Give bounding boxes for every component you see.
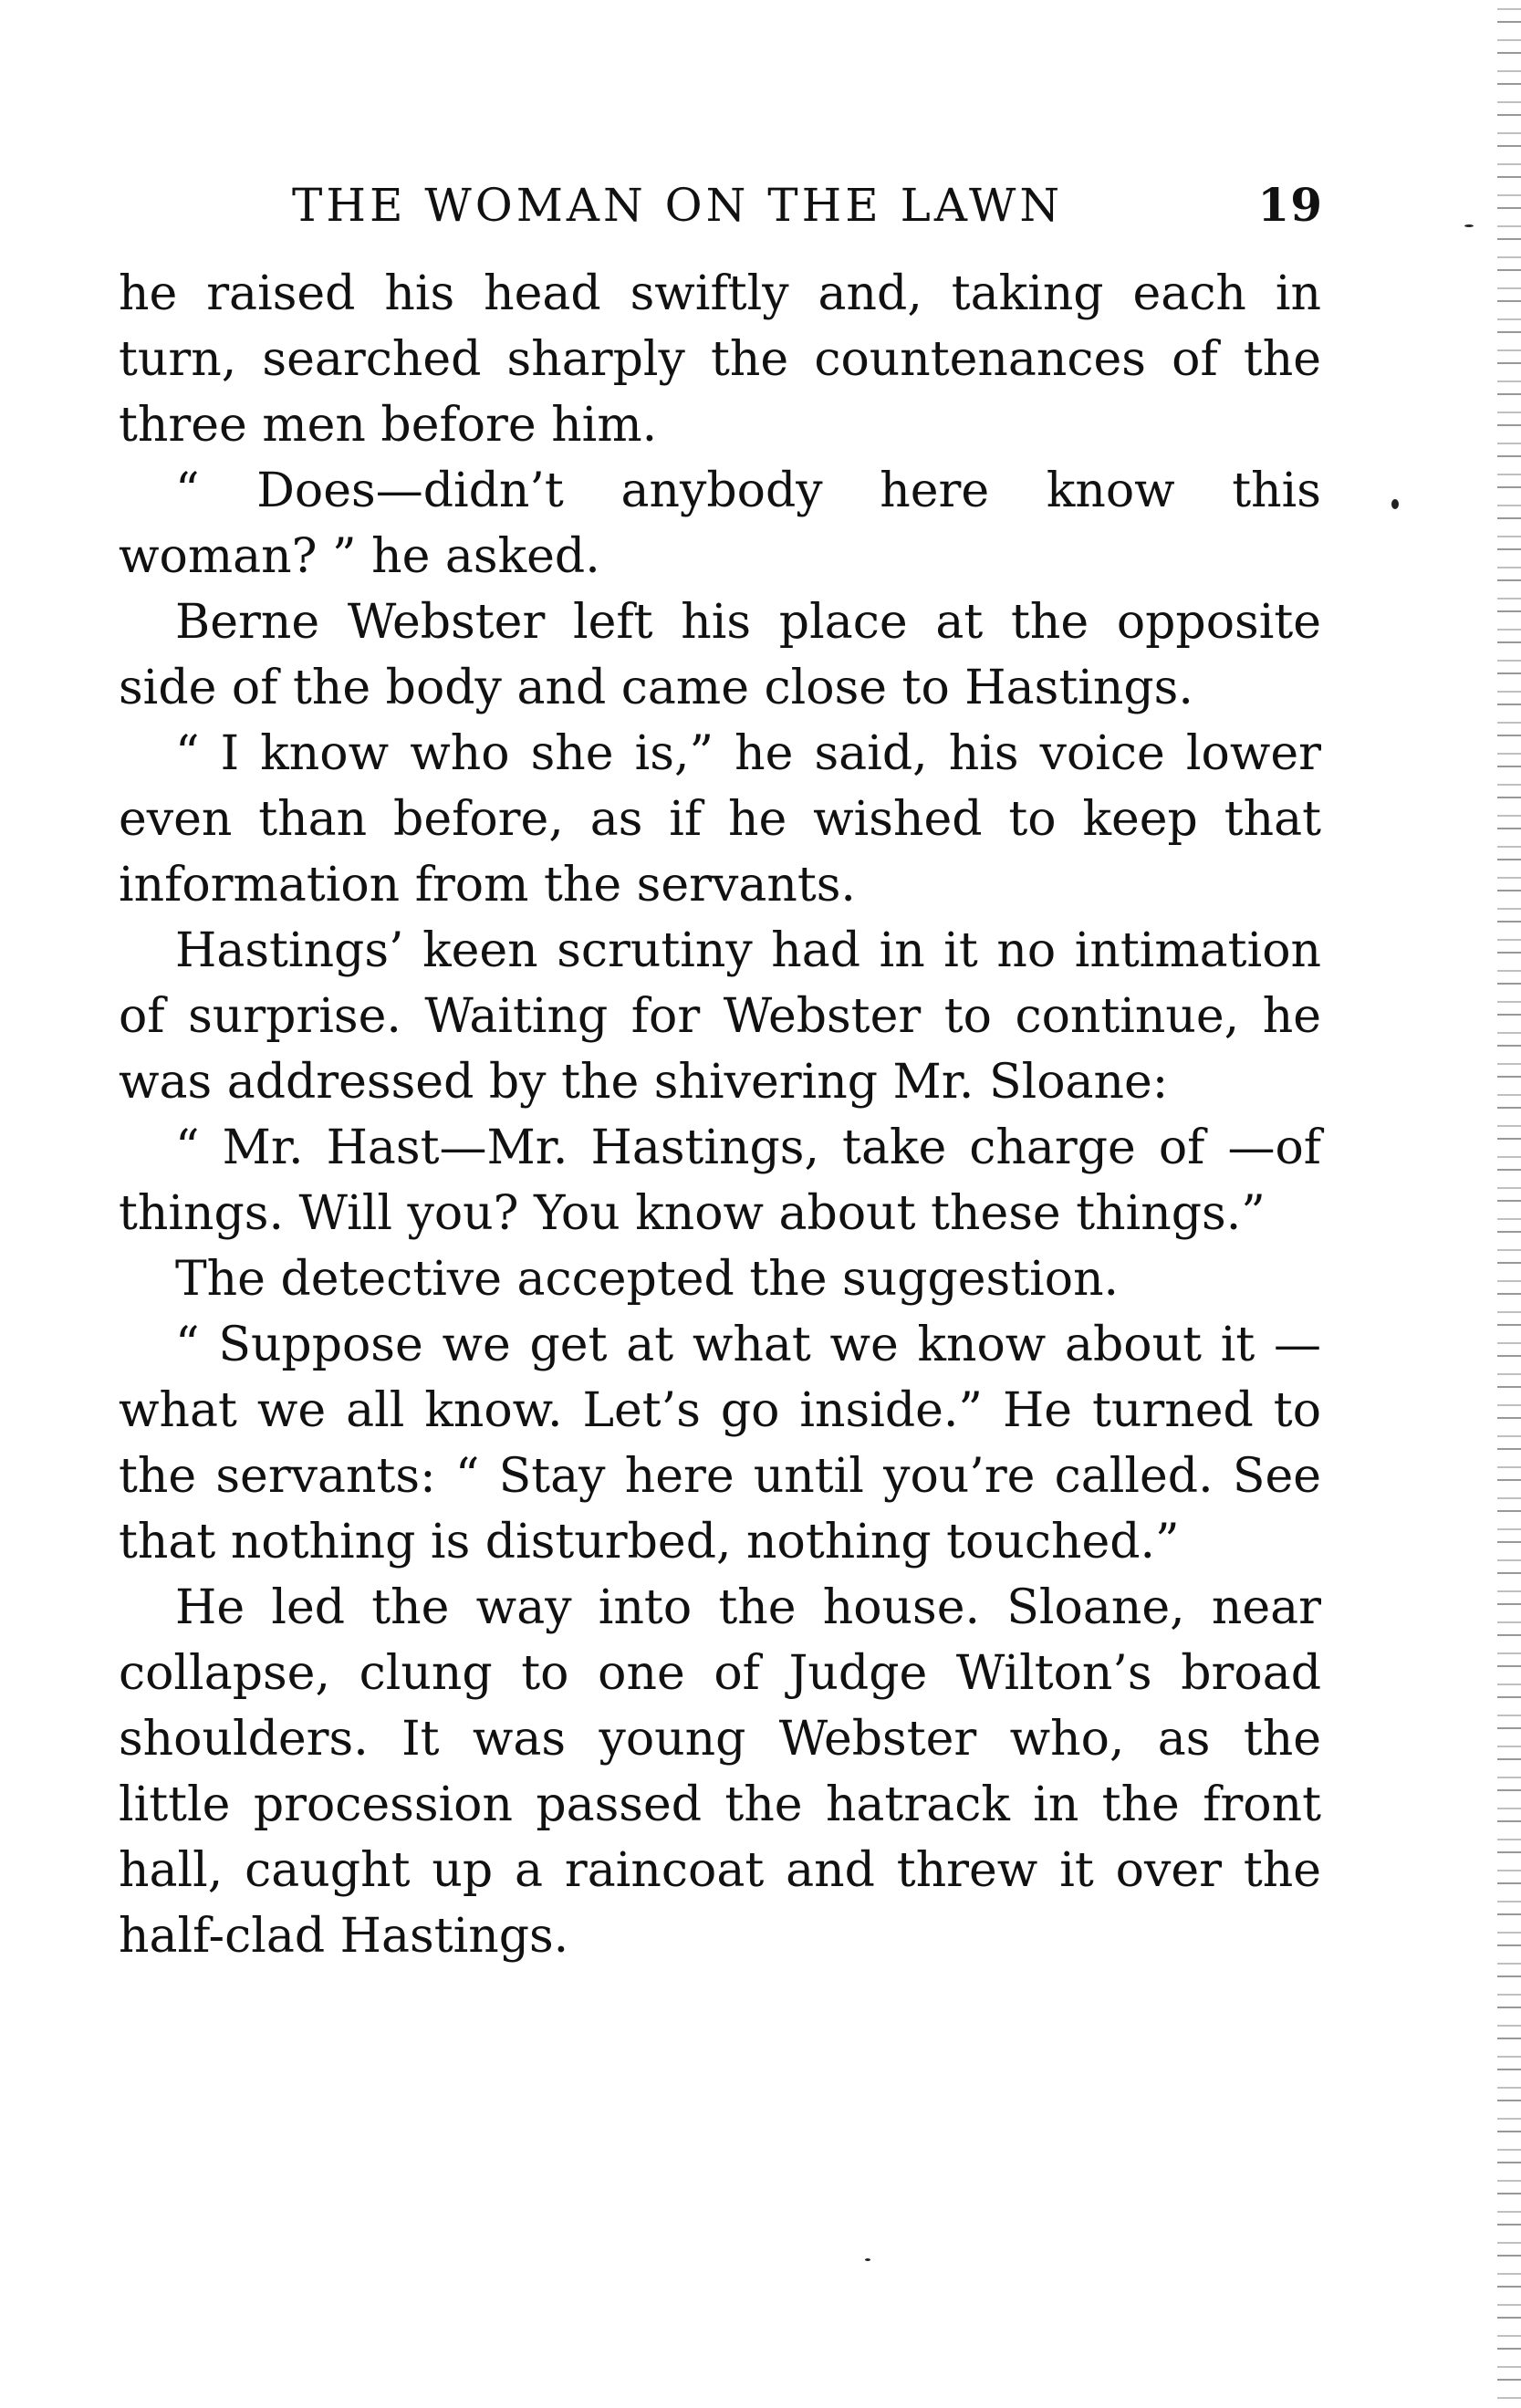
paragraph: “ Suppose we get at what we know about it —what we all know. Let’s go inside.” He turned to the servants: “ Stay here until you’re called. See that nothing is disturbed, nothing touched.” xyxy=(119,1318,1321,1569)
paragraph: Hastings’ keen scrutiny had in it no intimation of surprise. Waiting for Webster to continue, he was addressed by the shivering Mr. Sloane: xyxy=(119,923,1321,1110)
body-text xyxy=(119,261,1321,1969)
paragraph: Berne Webster left his place at the opposite side of the body and came close to Hastings. xyxy=(119,595,1321,715)
ink-speck xyxy=(865,2258,870,2261)
paragraph-continued: he raised his head swiftly and, taking each in turn, searched sharply the countenances of the three men before him. xyxy=(119,266,1321,453)
paragraph: “ I know who she is,” he said, his voice lower even than before, as if he wished to keep that information from the servants. xyxy=(119,726,1321,912)
paragraph: “ Mr. Hast—Mr. Hastings, take charge of —of things. Will you? You know about these things.” xyxy=(119,1121,1321,1241)
running-title: THE WOMAN ON THE LAWN xyxy=(292,179,1064,232)
paragraph: He led the way into the house. Sloane, near collapse, clung to one of Judge Wilton’s broad shoulders. It was young Webster who, as the little procession passed the hatrack in the front hall, caught up a raincoat and threw it over the half-clad Hastings. xyxy=(119,1580,1321,1964)
ink-speck xyxy=(1464,224,1474,227)
paragraph: The detective accepted the suggestion. xyxy=(175,1252,1120,1307)
paragraph: “ Does—didn’t anybody here know this woman? ” he asked. xyxy=(119,464,1321,584)
ink-speck xyxy=(1391,499,1399,509)
page-number: 19 xyxy=(1257,178,1323,232)
scanned-page-edge xyxy=(1497,0,1521,2408)
running-head xyxy=(292,173,1323,237)
